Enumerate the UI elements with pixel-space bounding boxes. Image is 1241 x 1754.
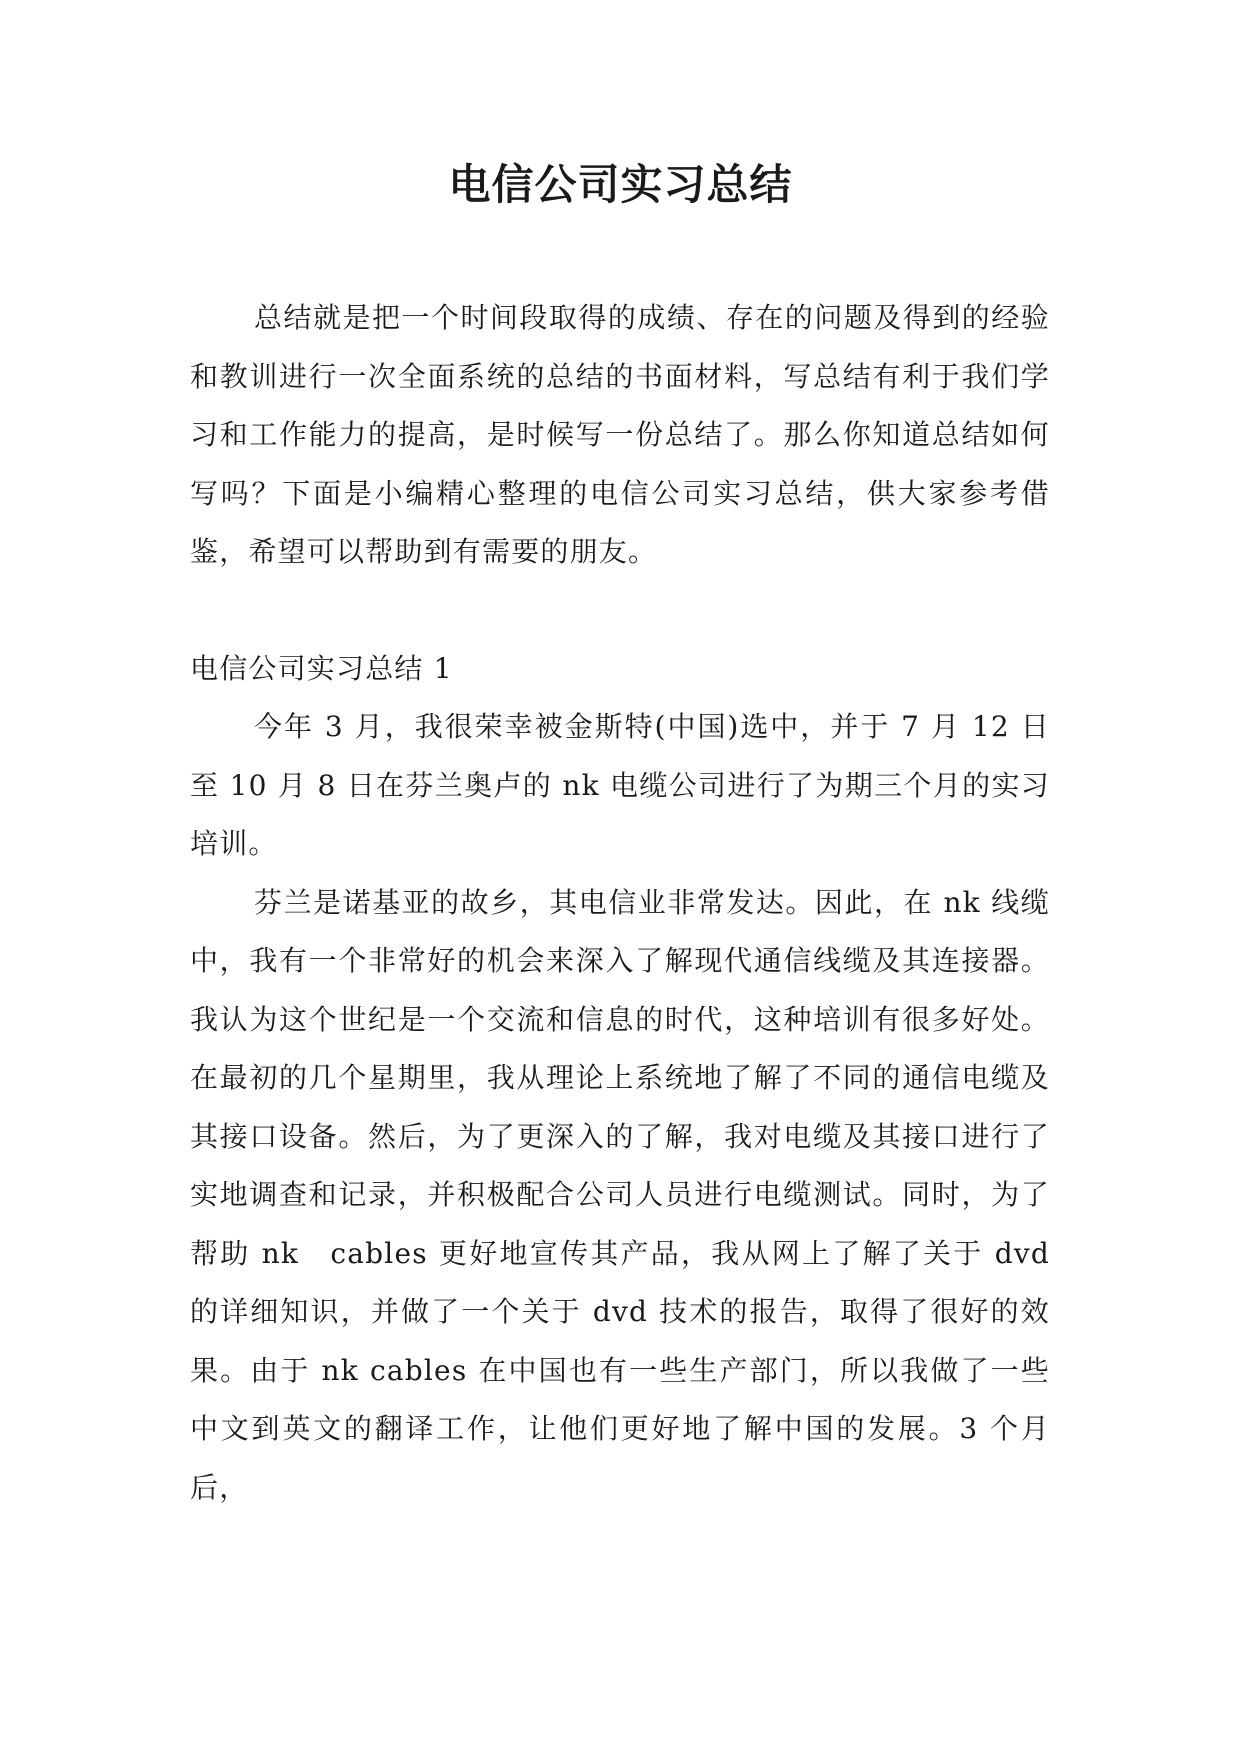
section-spacer [190, 582, 1050, 640]
body-paragraph: 芬兰是诺基亚的故乡，其电信业非常发达。因此，在 nk 线缆中，我有一个非常好的机会来深入了解现代通信线缆及其连接器。我认为这个世纪是一个交流和信息的时代，这种培训有很多好处。在最初的几个星期里，我从理论上系统地了解了不同的通信电缆及其接口设备。然后，为了更深入的了解，我对电缆及其接口进行了实地调查和记录，并积极配合公司人员进行电缆测试。同时，为了帮助 nk cables 更好地宣传其产品，我从网上了解了关于 dvd 的详细知识，并做了一个关于 dvd 技术的报告，取得了很好的效果。由于 nk cables 在中国也有一些生产部门，所以我做了一些中文到英文的翻译工作，让他们更好地了解中国的发展。3 个月后， [190, 885, 1050, 1504]
intro-paragraph: 总结就是把一个时间段取得的成绩、存在的问题及得到的经验和教训进行一次全面系统的总结的书面材料，写总结有利于我们学习和工作能力的提高，是时候写一份总结了。那么你知道总结如何写吗？下面是小编精心整理的电信公司实习总结，供大家参考借鉴，希望可以帮助到有需要的朋友。 [190, 301, 1050, 568]
section-heading: 电信公司实习总结 1 [190, 651, 453, 685]
document-body [190, 289, 1050, 1517]
document-title: 电信公司实习总结 [448, 160, 793, 209]
body-paragraph: 今年 3 月，我很荣幸被金斯特(中国)选中，并于 7 月 12 日至 10 月 8 日在芬兰奥卢的 nk 电缆公司进行了为期三个月的实习培训。 [190, 710, 1050, 860]
